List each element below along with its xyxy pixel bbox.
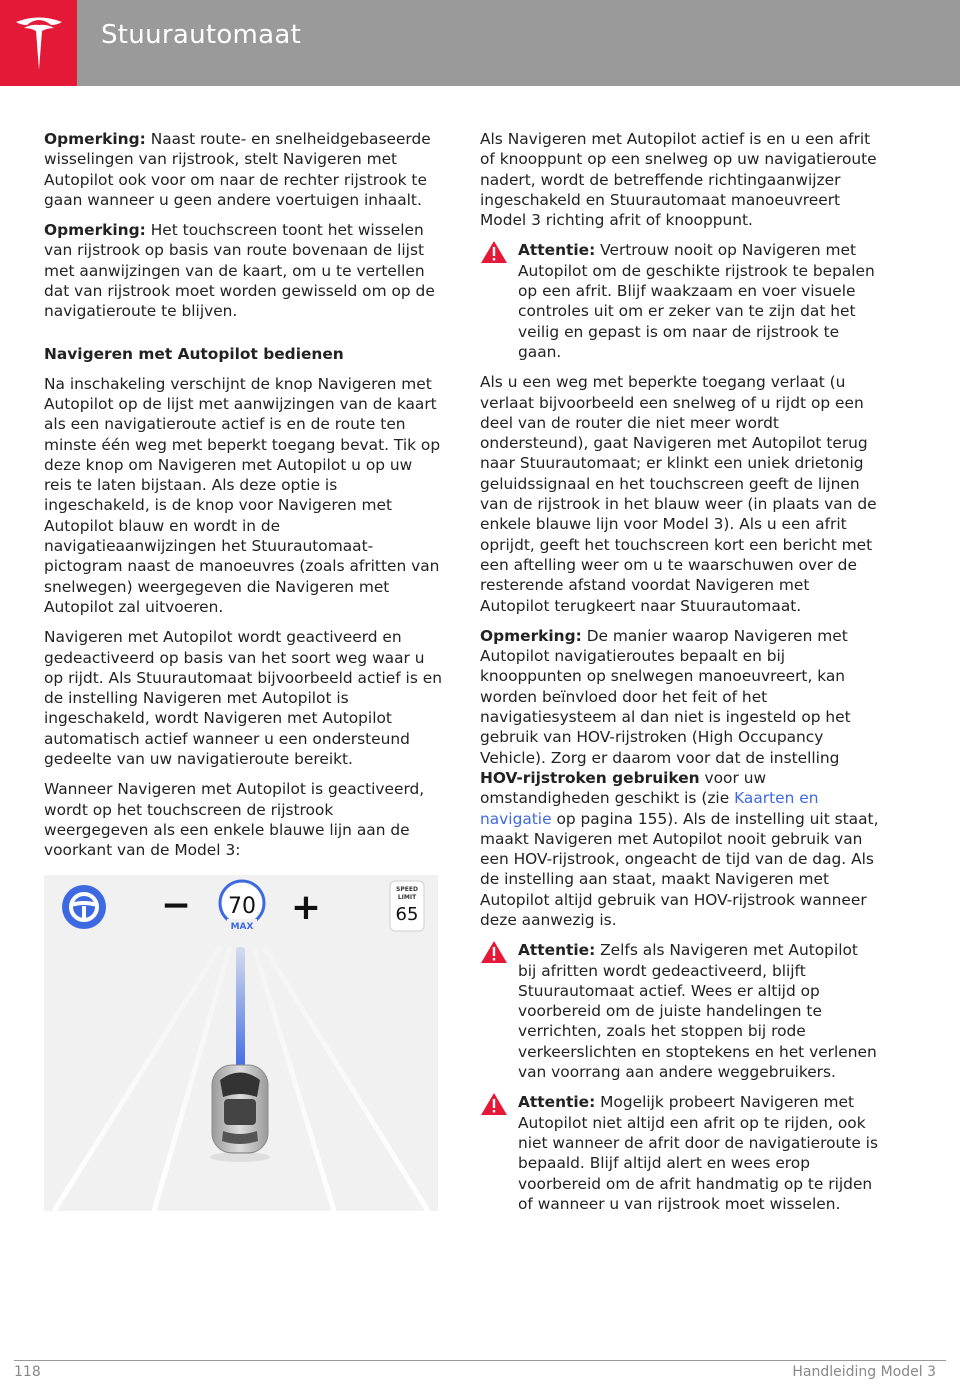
- note-paragraph: [44, 220, 442, 321]
- body-paragraph: Als Navigeren met Autopilot actief is en u een afrit of knooppunt op een snelweg op uw navigatieroute nadert, wordt de betreffende richtingaanwijzer ingeschakeld en Stuurautomaat manoeuvreert Model 3 richting afrit of knooppunt.: [480, 130, 877, 230]
- tesla-logo: [0, 0, 77, 86]
- speed-decrease-button[interactable]: −: [160, 884, 192, 926]
- steering-wheel-icon[interactable]: [62, 885, 106, 929]
- manual-title: Handleiding Model 3: [792, 1364, 936, 1380]
- car-icon: [210, 1065, 270, 1162]
- speed-limit-label-line1: SPEED: [396, 885, 418, 893]
- body-paragraph: Na inschakeling verschijnt de knop Navigeren met Autopilot op de lijst met aanwijzingen van de kaart als een navigatieroute actief is en de route ten minste één weg met beperkt toegang bevat. Tik op deze knop om Navigeren met Autopilot u op uw reis te laten bijstaan. Als deze optie is ingeschakeld, is de knop voor Navigeren met Autopilot blauw en wordt in de navigatieaanwijzingen het Stuurautomaat-pictogram naast de manoeuvres (zoals afritten van snelwegen) weergegeven die Navigeren met Autopilot zal uitvoeren.: [44, 374, 441, 616]
- warning-text: Mogelijk probeert Navigeren met Autopilot niet altijd een afrit op te rijden, ook niet wanneer de afrit door de navigatieroute is bepaald. Blijf altijd alert en wees erop voorbereid om de afrit handmatig op te rijden of wanneer u van rijstrook moet wisselen.: [518, 1093, 878, 1213]
- section-heading: Navigeren met Autopilot bedienen: [44, 344, 344, 363]
- body-paragraph: Navigeren met Autopilot wordt geactiveerd en gedeactiveerd op basis van het soort weg waar u op rijdt. Als Stuurautomaat bijvoorbeeld actief is en de instelling Navigeren met Autopilot is ingeschakeld, wordt Navigeren met Autopilot automatisch actief wanneer u een ondersteund gedeelte van uw navigatieroute bereikt.: [44, 628, 442, 769]
- body-paragraph: Als u een weg met beperkte toegang verlaat (u verlaat bijvoorbeeld een snelweg of u rijdt op een deel van de router die niet meer wordt ondersteund), gaat Navigeren met Autopilot terug naar Stuurautomaat; er klinkt een uniek drietonig geluidssignaal en het touchscreen geeft de lijnen van de rijstrook in het blauw weer (in plaats van de enkele blauwe lijn voor Model 3). Als u een afrit oprijdt, geeft het touchscreen kort een bericht met een aftelling weer om u te waarschuwen over de resterende afstand voordat Navigeren met Autopilot terugkeert naar Stuurautomaat.: [480, 373, 877, 615]
- speed-limit-value: 65: [395, 903, 419, 925]
- warning-label: Attentie:: [518, 1093, 596, 1112]
- footer-divider: [14, 1360, 946, 1361]
- note-text: voor uw omstandigheden geschikt is (zie: [480, 768, 767, 808]
- tesla-t-icon: [14, 14, 64, 72]
- left-column: [44, 129, 442, 1211]
- warning-icon: [480, 240, 508, 264]
- warning-block: [480, 1092, 880, 1214]
- note-text: De manier waarop Navigeren met Autopilot navigatieroutes bepaalt en bij knooppunten op snelwegen manoeuvreert, kan worden beïnvloed door het feit of het navigatiesysteem al dan niet is ingesteld op het gebruik van HOV-rijstroken (High Occupancy Vehicle). Zorg er daarom voor dat de instelling: [480, 626, 851, 767]
- page-header: [0, 0, 960, 86]
- note-paragraph: [44, 129, 442, 210]
- note-text: Het touchscreen toont het wisselen van rijstrook op basis van route bovenaan de lijst met aanwijzingen van de kaart, om u te vertellen dat van rijstrook moet worden gewisseld om op de navigatieroute te blijven.: [44, 221, 435, 321]
- autopilot-lane-line: [236, 947, 245, 1072]
- page-number: 118: [14, 1364, 41, 1380]
- warning-text: Vertrouw nooit op Navigeren met Autopilot om de geschikte rijstrook te bepalen op een afrit. Blijf waakzaam en voer visuele controles uit om er zeker van te zijn dat het veilig en gepast is om naar de rijstrook te gaan.: [518, 241, 875, 361]
- body-paragraph: Wanneer Navigeren met Autopilot is geactiveerd, wordt op het touchscreen de rijstrook weergegeven als een enkele blauwe lijn aan de voorkant van de Model 3:: [44, 780, 425, 860]
- speed-increase-button[interactable]: +: [290, 886, 322, 928]
- warning-block: [480, 240, 880, 362]
- note-label: Opmerking:: [480, 626, 582, 645]
- warning-icon: [480, 940, 508, 964]
- note-label: Opmerking:: [44, 221, 146, 240]
- note-label: Opmerking:: [44, 130, 146, 148]
- note-paragraph: [480, 626, 880, 930]
- max-label: MAX: [230, 921, 254, 932]
- set-speed-value: 70: [228, 893, 256, 919]
- maps-navigation-link[interactable]: Kaarten en navigatie: [480, 789, 819, 828]
- warning-label: Attentie:: [518, 241, 596, 260]
- warning-text: Zelfs als Navigeren met Autopilot bij afritten wordt gedeactiveerd, blijft Stuurautomaat actief. Wees er altijd op voorbereid om de juiste handelingen te verrichten, zoals het stoppen bij rode verkeerslichten en stoptekens en het verlenen van voorrang aan andere weggebruikers.: [518, 941, 877, 1082]
- note-text: op pagina 155). Als de instelling uit staat, maakt Navigeren met Autopilot nooit gebruik van een HOV-rijstrook, ongeacht de tijd van de dag. Als de instelling aan staat, maakt Navigeren met Autopilot altijd gebruik van HOV-rijstrook wanneer deze aanwezig is.: [480, 809, 879, 929]
- warning-label: Attentie:: [518, 941, 596, 960]
- speed-limit-sign: [390, 881, 424, 931]
- section-title: Stuurautomaat: [101, 20, 302, 50]
- warning-icon: [480, 1092, 508, 1116]
- warning-block: [480, 940, 880, 1082]
- autopilot-screen-figure: [44, 875, 438, 1211]
- setting-name: HOV-rijstroken gebruiken: [480, 768, 700, 787]
- note-text: Naast route- en snelheidgebaseerde wisselingen van rijstrook, stelt Navigeren met Autopilot ook voor om naar de rechter rijstrook te gaan wanneer u geen andere voertuigen inhaalt.: [44, 130, 431, 209]
- speed-limit-label-line2: LIMIT: [397, 893, 417, 901]
- right-column: [480, 129, 880, 1224]
